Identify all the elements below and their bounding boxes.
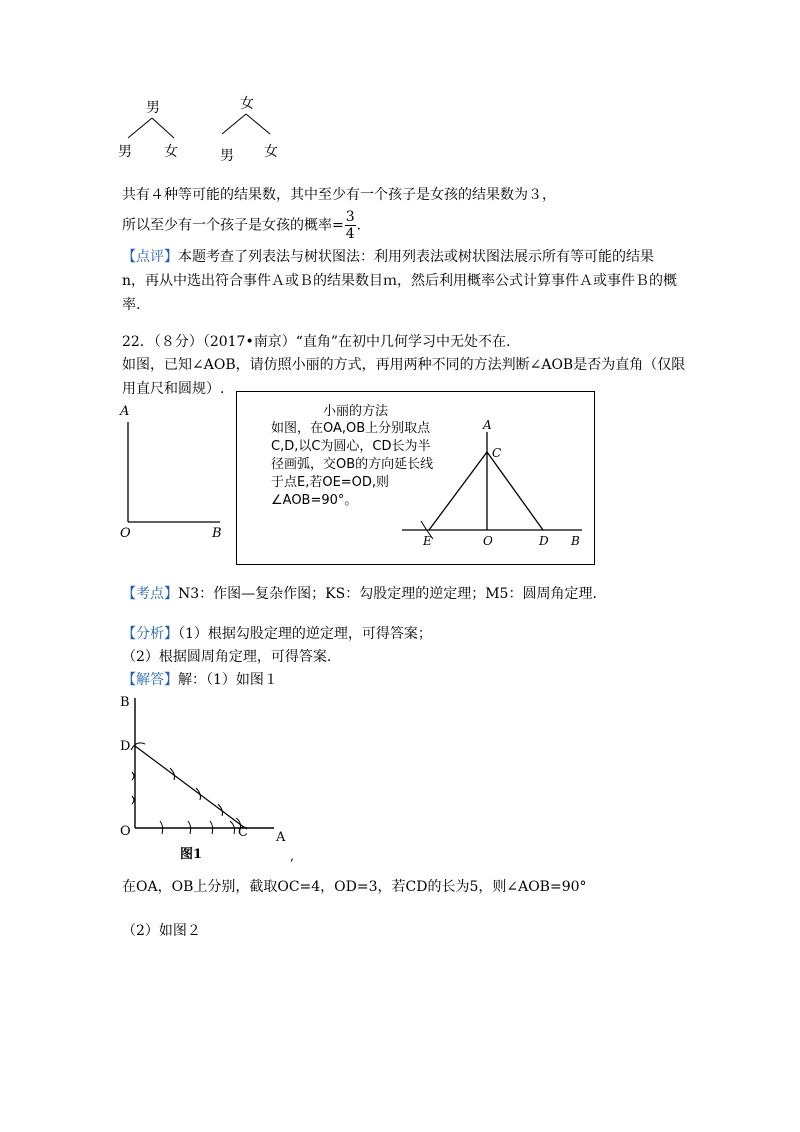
probability-line <box>122 210 361 241</box>
probability-prefix: 所以至少有一个孩子是女孩的概率= <box>122 217 344 234</box>
tree-right-leaf2: 女 <box>264 144 278 160</box>
angle-label-b: B <box>212 526 222 541</box>
method-label-e: E <box>423 534 432 548</box>
method-label-d: D <box>539 534 549 548</box>
tree-right-leaf1: 男 <box>220 148 234 164</box>
angle-aob-figure <box>116 400 236 545</box>
review-line-2: n，再从中选出符合事件Ａ或Ｂ的结果数目ｍ，然后利用概率公式计算事件Ａ或事件Ｂ的概 <box>122 273 678 289</box>
method-figure <box>397 417 597 562</box>
kaodian-line <box>122 583 597 603</box>
fig1-label-a: A <box>276 830 286 845</box>
review-line-1 <box>122 246 654 266</box>
xiaoli-method-box <box>236 391 595 565</box>
method-label-c: C <box>492 446 502 460</box>
tree-left-leaf2: 女 <box>164 144 178 160</box>
fig1-label-o: O <box>120 824 131 839</box>
review-tag: 【点评】 <box>122 249 178 265</box>
fig1-label-d: D <box>120 739 131 754</box>
result-count-line: 共有４种等可能的结果数，其中至少有一个孩子是女孩的结果数为３， <box>122 187 556 203</box>
analysis-text-1: （1）根据勾股定理的逆定理，可得答案； <box>178 626 432 642</box>
tree-left-root: 男 <box>146 100 160 116</box>
fig1-label-b: B <box>120 695 130 710</box>
tree-left-leaf1: 男 <box>118 144 132 160</box>
fig1-label-c: C <box>238 825 248 840</box>
answer-tag: 【解答】 <box>122 672 178 688</box>
method-label-a: A <box>483 418 492 432</box>
probability-fraction <box>345 210 356 241</box>
fig1-comma: , <box>290 849 295 864</box>
problem-header: 22．（８分）（2017•南京）“直角”在初中几何学习中无处不在. <box>122 334 511 350</box>
problem-line-3: 用直尺和圆规）. <box>122 381 225 397</box>
method-label-o: O <box>483 534 493 548</box>
review-line-3: 率. <box>122 297 141 313</box>
fig1-caption: 图1 <box>180 847 203 862</box>
angle-label-o: O <box>120 526 131 541</box>
method-title: 小丽的方法 <box>323 404 389 419</box>
angle-label-a: A <box>120 404 130 419</box>
kaodian-tag: 【考点】 <box>122 586 178 602</box>
part2-line: （2）如图２ <box>122 923 201 939</box>
analysis-line-1 <box>122 623 432 643</box>
method-description: 如图，在OA,OB上分别取点C,D,以C为圆心，CD长为半径画弧，交OB的方向延长线于点E,若OE=OD,则∠AOB=90°。 <box>271 421 434 508</box>
review-text-1: 本题考查了列表法与树状图法：利用列表法或树状图法展示所有等可能的结果 <box>178 249 654 265</box>
analysis-line-2: （2）根据圆周角定理，可得答案. <box>122 649 332 665</box>
fraction-denominator: 4 <box>345 226 355 242</box>
fraction-numerator: 3 <box>345 209 355 225</box>
analysis-tag: 【分析】 <box>122 626 178 642</box>
conclusion-line: 在OA，OB上分别，截取OC=4，OD=3，若CD的长为5，则∠AOB=90° <box>122 879 587 895</box>
probability-suffix: . <box>356 217 362 234</box>
answer-line-1 <box>122 669 278 689</box>
kaodian-text: N3：作图—复杂作图；KS：勾股定理的逆定理；M5：圆周角定理. <box>178 586 597 602</box>
problem-line-2: 如图，已知∠AOB，请仿照小丽的方式，再用两种不同的方法判断∠AOB是否为直角（仅限 <box>122 357 686 373</box>
answer-text-1: 解：（1）如图１ <box>178 672 278 688</box>
method-label-b: B <box>571 534 580 548</box>
figure-1 <box>112 688 312 868</box>
tree-diagram <box>110 90 300 170</box>
tree-right-root: 女 <box>240 96 254 112</box>
